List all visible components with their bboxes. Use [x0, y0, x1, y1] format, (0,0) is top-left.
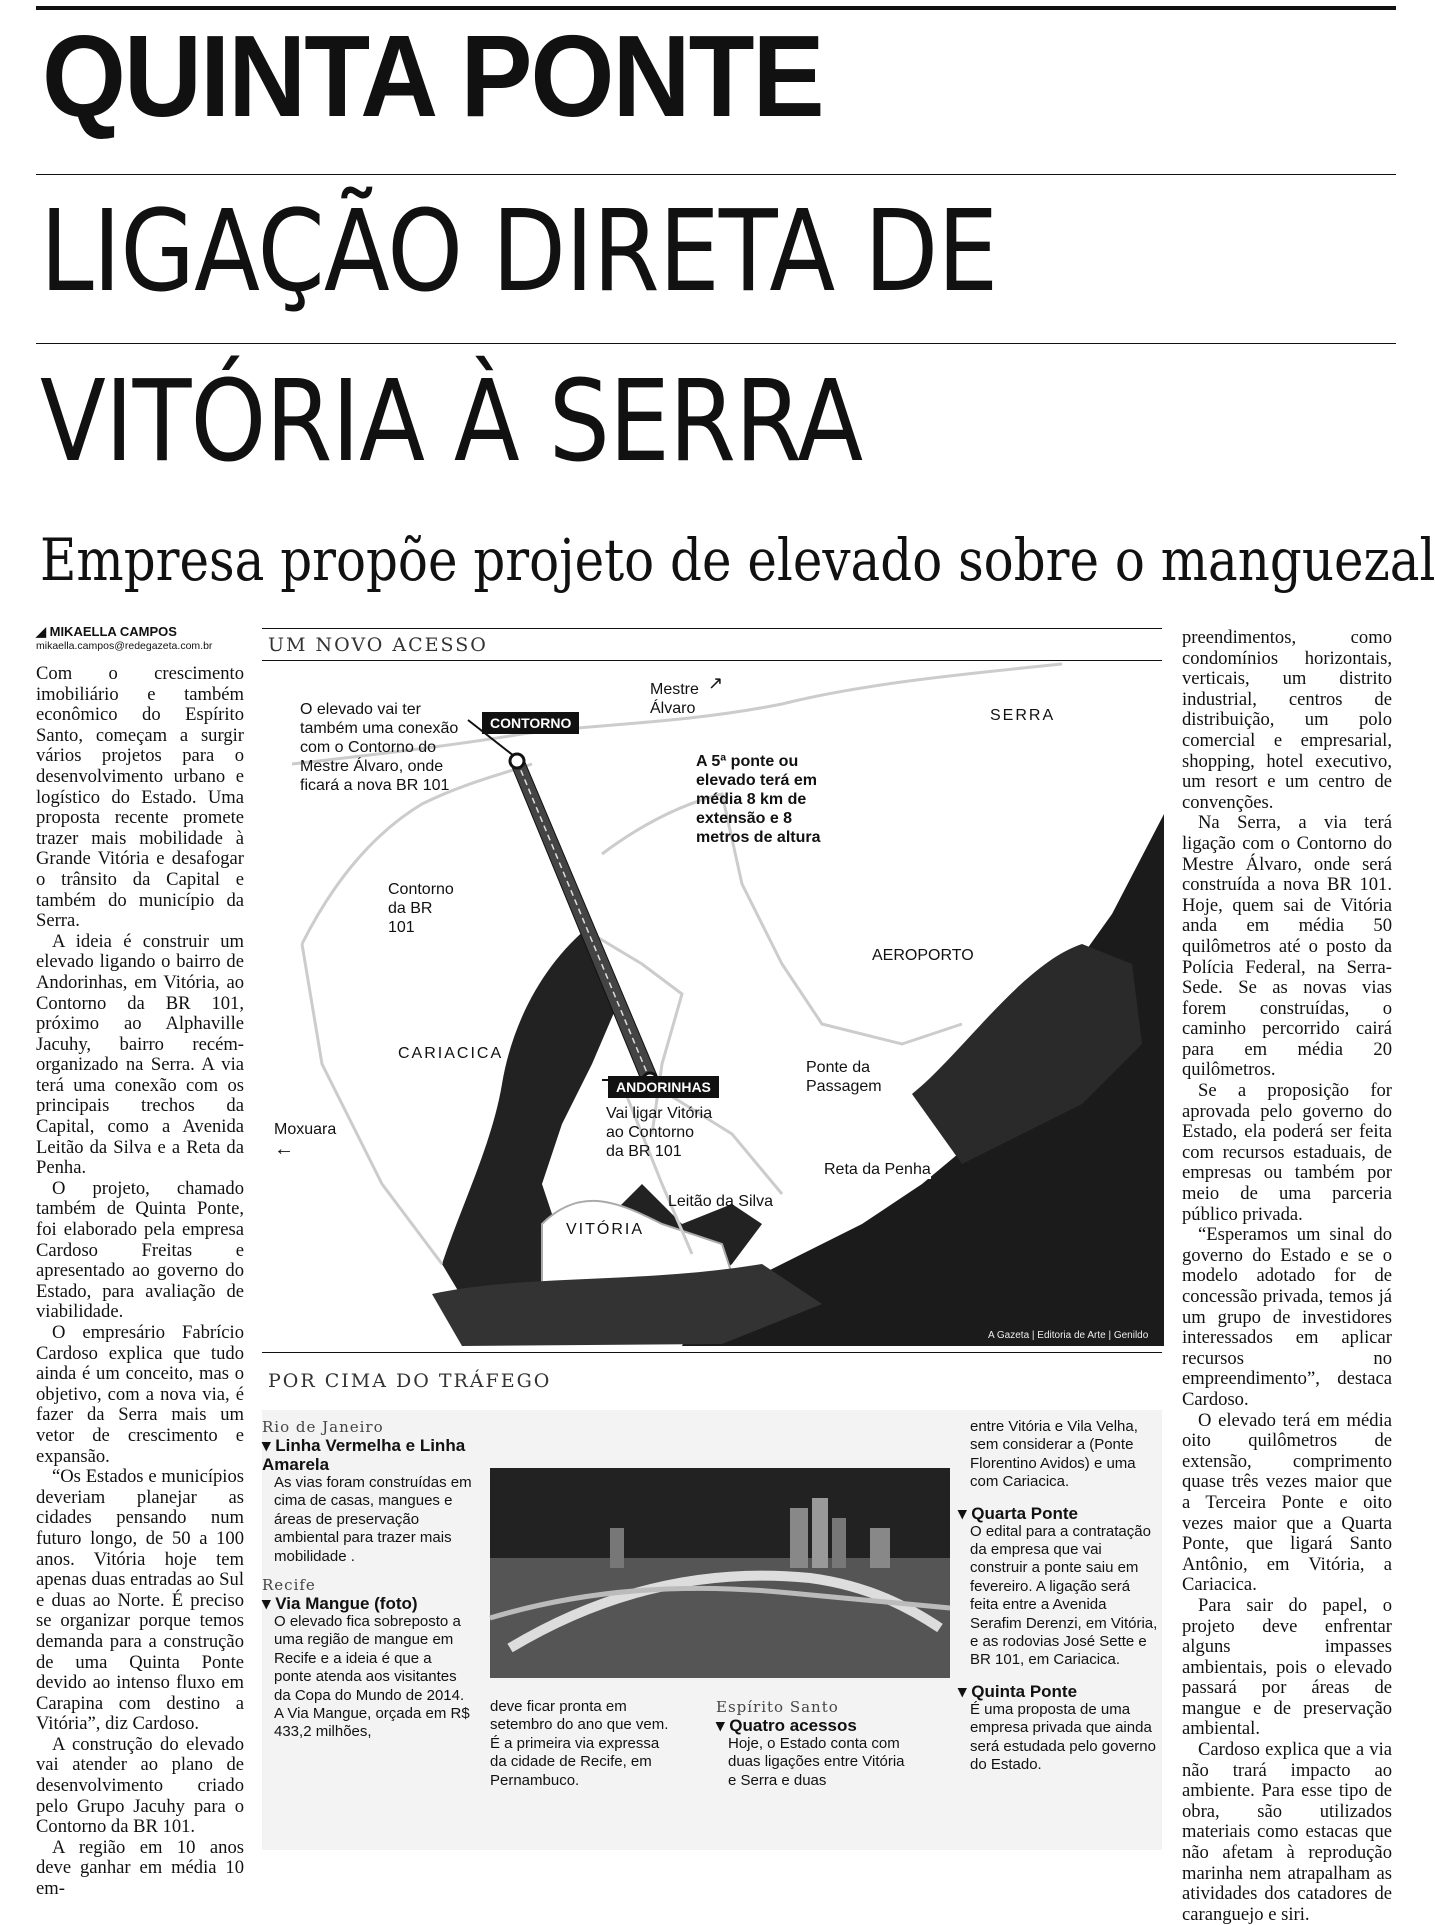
map-note-bridge: A 5ª ponte ou elevado terá em média 8 km de extensão e 8 metros de altura — [696, 753, 821, 846]
map-label-cariacica: CARIACICA — [398, 1045, 504, 1062]
box-col-right — [958, 1418, 1158, 1775]
map-label-reta-penha: Reta da Penha — [824, 1161, 931, 1178]
byline-author: ◢ MIKAELLA CAMPOS — [36, 624, 177, 639]
box-head-quinta: ▾ Quinta Ponte — [958, 1681, 1078, 1701]
box-city-recife: Recife — [262, 1576, 316, 1595]
paragraph: O projeto, chamado também de Quinta Ponte, foi elaborado pela empresa Cardoso Freitas e apresentado ao governo do Estado, para avaliação de viabilidade. — [36, 1177, 244, 1323]
deck: Empresa propõe projeto de elevado sobre o manguezal — [40, 526, 1435, 594]
paragraph: O elevado terá em média oito quilômetros de extensão, comprimento quase três vezes maior que a Terceira Ponte e oito vezes maior que a Quarta Ponte, que ligará Santo Antônio, em Vitória, a Cariacica. — [1182, 1409, 1392, 1596]
box-head-rio-text: Linha Vermelha e Linha Amarela — [262, 1436, 466, 1474]
box-text-quinta: É uma proposta de uma empresa privada que ainda será estudada pelo governo do Estado. — [970, 1700, 1156, 1774]
map-note-andorinhas: Vai ligar Vitória ao Contorno da BR 101 — [606, 1105, 713, 1160]
map-note-contorno: O elevado vai ter também uma conexão com o Contorno do Mestre Álvaro, onde ficará a nova BR 101 — [300, 701, 459, 794]
paragraph: Se a proposição for aprovada pelo governo do Estado, ela poderá ser feita com recursos estaduais, de empresas ou também por meio de uma parceria público privada. — [1182, 1080, 1392, 1225]
headline-line-2: VITÓRIA À SERRA — [40, 357, 863, 487]
author-name: MIKAELLA CAMPOS — [49, 624, 177, 639]
box-head-es-text: Quatro acessos — [729, 1716, 857, 1735]
kicker: QUINTA PONTE — [42, 11, 823, 141]
box-text-recife: O elevado fica sobreposto a uma região de mangue em Recife e a ideia é que a ponte atenda aos visitantes da Copa do Mundo de 2014. A Via Mangue, orçada em R$ 433,2 milhões, — [274, 1613, 470, 1741]
right-column — [1182, 627, 1392, 1925]
map-label-aeroporto: AEROPORTO — [872, 947, 974, 964]
map-label-leitao-silva: Leitão da Silva — [668, 1193, 773, 1210]
box-text-rio: As vias foram construídas em cima de casas, mangues e áreas de preservação ambiental para trazer mais mobilidade . — [274, 1474, 472, 1565]
headline-rule-2 — [36, 343, 1396, 344]
photo-building — [832, 1518, 846, 1568]
box-section-title: POR CIMA DO TRÁFEGO — [268, 1370, 552, 1392]
paragraph: Cardoso explica que a via não trará impacto ao ambiente. Para esse tipo de obra, são utilizados materiais como estacas que não afetam à reprodução marinha nem atrapalham as atividades dos catadores de caranguejo e siri. — [1182, 1739, 1392, 1925]
paragraph: Na Serra, a via terá ligação com o Contorno do Mestre Álvaro, onde será construída a nova BR 101. Hoje, quem sai de Vitória anda em média 50 quilômetros até o posto da Polícia Federal, na Serra-Sede. Se as novas vias forem construídas, o caminho percorrido cairá para em média 20 quilômetros. — [1182, 812, 1392, 1081]
box-col-es — [716, 1698, 906, 1790]
photo-building — [870, 1528, 890, 1568]
map-credit: A Gazeta | Editoria de Arte | Genildo — [988, 1330, 1149, 1341]
left-column — [36, 663, 244, 1900]
paragraph: “Os Estados e municípios deveriam planejar as cidades pensando num futuro longo, de 50 a 100 anos. Vitória hoje tem apenas duas entradas ao Sul e duas ao Norte. É preciso se organizar porque temos demanda para a construção de uma Quinta Ponte devido ao intenso fluxo em Carapina com destino a Vitória”, diz Cardoso. — [36, 1466, 244, 1735]
box-head-quinta-text: Quinta Ponte — [971, 1681, 1078, 1701]
map-label-contorno-br101: Contorno da BR 101 — [388, 881, 454, 936]
paragraph: preendimentos, como condomínios horizontais, verticais, um distrito industrial, centros de distribuição, um polo comercial e empresarial, shopping, hotel executivo, um resort e um centro de convenções. — [1182, 627, 1392, 813]
map-top-rule — [262, 628, 1162, 629]
paragraph: Com o crescimento imobiliário e também econômico do Espírito Santo, começam a surgir vários projetos para o desenvolvimento urbano e logístico do Estado. Uma proposta recente promete trazer mais mobilidade à Grande Vitória e desafogar o trânsito da Capital e também do município da Serra. — [36, 663, 244, 932]
map-title-rule — [262, 660, 1162, 661]
box-text-recife-cont: deve ficar pronta em setembro do ano que vem. É a primeira via expressa da cidade de Recife, em Pernambuco. — [490, 1698, 669, 1789]
headline-rule-1 — [36, 174, 1396, 175]
map-label-moxuara: Moxuara — [274, 1121, 337, 1138]
photo-building — [790, 1508, 808, 1568]
box-head-recife-text: Via Mangue (foto) — [275, 1594, 418, 1614]
box-city-rio: Rio de Janeiro — [262, 1418, 384, 1436]
paragraph: A construção do elevado vai atender ao plano de desenvolvimento criado pelo Grupo Jacuhy para o Contorno da BR 101. — [36, 1733, 244, 1838]
map-label-vitoria: VITÓRIA — [566, 1221, 645, 1238]
paragraph: O empresário Fabrício Cardoso explica que tudo ainda é um conceito, mas o objetivo, com a nova via, é fazer da Serra mais um vetor de crescimento e expansão. — [36, 1322, 244, 1467]
box-head-quarta: ▾ Quarta Ponte — [958, 1503, 1079, 1523]
paragraph: “Esperamos um sinal do governo do Estado e se o modelo adotado for de concessão privada, temos já um grupo de investidores interessados em aplicar recursos no empreendimento”, destaca Cardoso. — [1182, 1224, 1392, 1410]
west-arrow-icon: ← — [274, 1138, 294, 1160]
map-tag-contorno: CONTORNO — [482, 712, 579, 734]
paragraph: A ideia é construir um elevado ligando o bairro de Andorinhas, em Vitória, ao Contorno da BR 101, próximo ao Alphaville Jacuhy, bairro recém-organizado na Serra. A via terá uma conexão com os principais trechos da Capital, como a Avenida Leitão da Silva e a Reta da Penha. — [36, 930, 244, 1179]
box-col-rio — [262, 1418, 472, 1742]
via-mangue-photo — [490, 1468, 950, 1678]
map-section-title: UM NOVO ACESSO — [268, 634, 488, 656]
box-text-es-cont: entre Vitória e Vila Velha, sem considerar a (Ponte Florentino Avidos) e uma com Cariacica. — [970, 1418, 1138, 1491]
box-text-quarta: O edital para a contratação da empresa que vai construir a ponte saiu em fevereiro. A ligação será feita entre a Avenida Serafim Derenzi, em Vitória, e as rodovias José Sette e BR 101, em Cariacica. — [970, 1522, 1158, 1669]
box-head-rio: ▾ Linha Vermelha e Linha Amarela — [262, 1436, 466, 1474]
box-top-rule — [262, 1352, 1162, 1353]
box-text-es: Hoje, o Estado conta com duas ligações entre Vitória e Serra e duas — [728, 1735, 905, 1789]
box-head-quarta-text: Quarta Ponte — [971, 1503, 1079, 1523]
map-label-ponte-passagem: Ponte da Passagem — [806, 1058, 886, 1096]
photo-building — [610, 1528, 624, 1568]
map-label-serra: SERRA — [990, 707, 1056, 724]
headline-line-1: LIGAÇÃO DIRETA DE — [40, 187, 998, 317]
box-city-es: Espírito Santo — [716, 1698, 839, 1716]
byline-email: mikaella.campos@redegazeta.com.br — [36, 640, 213, 652]
box-head-es: ▾ Quatro acessos — [716, 1716, 857, 1735]
north-arrow-icon: ↗ — [708, 673, 724, 693]
paragraph: A região em 10 anos deve ganhar em média 10 em- — [36, 1836, 244, 1900]
paragraph: Para sair do papel, o projeto deve enfrentar alguns impasses ambientais, pois o elevado passará por áreas de mangue e de preservação ambiental. — [1182, 1594, 1392, 1740]
road-br101-west — [302, 944, 442, 1264]
map-label-mestre-alvaro: Mestre Álvaro — [650, 681, 699, 717]
box-col-mid — [490, 1698, 670, 1790]
top-rule — [36, 6, 1396, 10]
map-tag-andorinhas: ANDORINHAS — [608, 1076, 719, 1098]
box-head-recife: ▾ Via Mangue (foto) — [262, 1594, 418, 1614]
photo-building — [812, 1498, 828, 1568]
contorno-point — [510, 754, 524, 768]
